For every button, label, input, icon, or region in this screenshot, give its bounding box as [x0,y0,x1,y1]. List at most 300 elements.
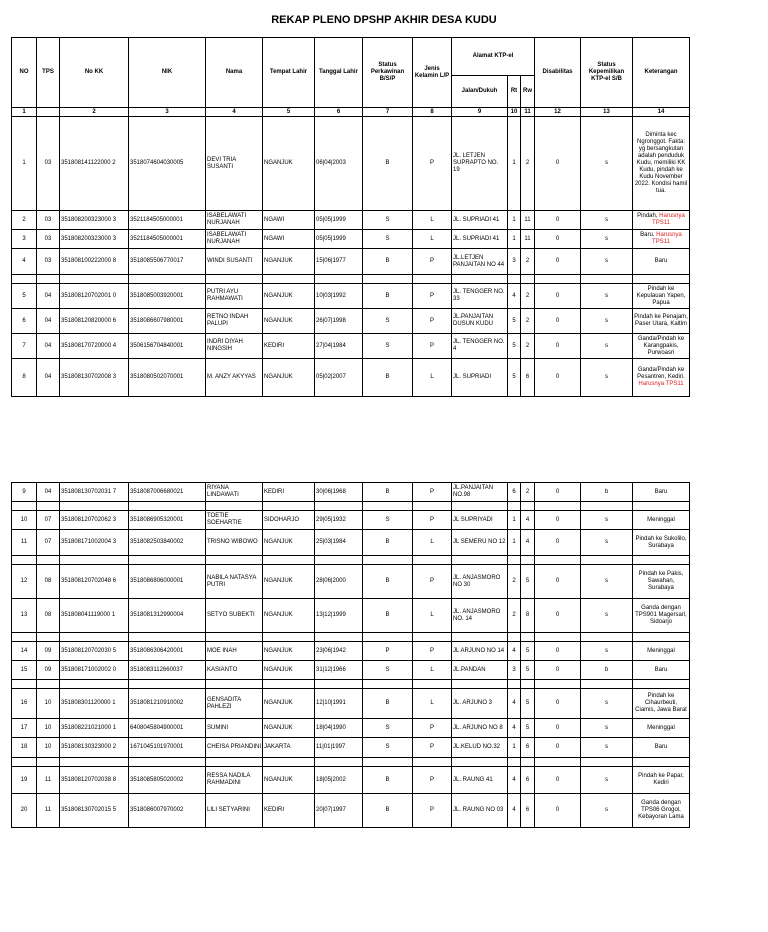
kk-cell: 351808141122000 2 [60,117,129,211]
rw-cell: 2 [521,249,535,275]
kk-cell: 351808171002002 0 [60,661,129,680]
kk-cell: 351808221021000 1 [60,719,129,738]
rt-cell: 4 [508,642,521,661]
remark-text: Pindah ke Sukolilo, Surabaya [635,535,687,549]
remark-text: Baru [654,488,668,495]
header-nik: NIK [129,38,206,108]
rw-cell: 2 [521,334,535,359]
remark-cell [633,719,690,738]
birthplace-cell: NGANJUK [263,661,315,680]
nik-cell: 1671045101970001 [129,738,206,758]
birthplace-cell: KEDIRI [263,483,315,502]
kk-cell: 351808170720000 4 [60,334,129,359]
name-cell: TOETIE SOEHARTIE [206,511,263,530]
kk-cell: 351808120702048 6 [60,565,129,599]
disability-cell: 0 [535,689,581,719]
rw-cell: 2 [521,309,535,334]
row-number: 15 [12,661,37,680]
table-row [12,309,690,334]
nik-cell: 3518087006680021 [129,483,206,502]
table-row [12,599,690,633]
row-number: 5 [12,284,37,309]
tps-cell: 04 [37,309,60,334]
birthplace-cell: NGAWI [263,230,315,249]
remark-text: Meninggal [647,516,675,523]
disability-cell: 0 [535,483,581,502]
nik-cell: 3518082503840002 [129,530,206,556]
table-row [12,511,690,530]
address-cell: JL. RAUNG 41 [452,767,508,794]
marital-status-cell: B [363,117,413,211]
remark-cell [633,794,690,828]
kk-cell: 351808120702030 5 [60,642,129,661]
marital-status-cell: S [363,211,413,230]
rt-cell: 5 [508,334,521,359]
ktp-status-cell: s [581,689,633,719]
rw-cell: 11 [521,211,535,230]
name-cell: RETNO INDAH PALUPI [206,309,263,334]
remark-text: Baru [654,258,668,264]
ktp-status-cell: s [581,719,633,738]
voter-table-part-1 [11,37,690,397]
birthdate-cell: 20|07|1997 [315,794,363,828]
row-number: 11 [12,530,37,556]
marital-status-cell: B [363,599,413,633]
marital-status-cell: B [363,794,413,828]
table-row [12,642,690,661]
remark-cell [633,642,690,661]
nik-cell: 3518086607980001 [129,309,206,334]
rt-cell: 2 [508,565,521,599]
rt-cell: 3 [508,661,521,680]
birthplace-cell: NGANJUK [263,359,315,397]
kk-cell: 351808130323000 2 [60,738,129,758]
gender-cell: L [413,359,452,397]
address-cell: JL. ANJASMORO NO. 14 [452,599,508,633]
address-cell: JL.KELUD NO.32 [452,738,508,758]
row-number: 12 [12,565,37,599]
birthplace-cell: NGAWI [263,211,315,230]
disability-cell: 0 [535,359,581,397]
rt-cell: 1 [508,511,521,530]
marital-status-cell: B [363,359,413,397]
rt-cell: 1 [508,230,521,249]
tps-cell: 03 [37,230,60,249]
rt-cell: 1 [508,530,521,556]
rw-cell: 4 [521,511,535,530]
header-alamat: Alamat KTP-el [452,38,535,76]
birthplace-cell: KEDIRI [263,794,315,828]
tps-cell: 03 [37,117,60,211]
disability-cell: 0 [535,511,581,530]
rw-cell: 11 [521,230,535,249]
remark-text: Ganda dengan TPS901 Magersari, Sidoarjo [635,605,687,625]
birthplace-cell: NGANJUK [263,719,315,738]
tps-cell: 04 [37,284,60,309]
disability-cell: 0 [535,661,581,680]
gender-cell: P [413,719,452,738]
row-number: 13 [12,599,37,633]
birthplace-cell: NGANJUK [263,767,315,794]
tps-cell: 10 [37,719,60,738]
gender-cell: P [413,767,452,794]
remark-text: Diminta kec Ngronggot. Fakta: yg bersangkutan adalah penduduk Kudu, memiliki KK Kudu, pindah ke Kudu November 2022. Kondisi hamil tua. [634,132,688,194]
rw-cell: 6 [521,767,535,794]
kk-cell: 351808301120000 1 [60,689,129,719]
birthplace-cell: NGANJUK [263,599,315,633]
ktp-status-cell: s [581,249,633,275]
gender-cell: P [413,738,452,758]
rt-cell: 4 [508,767,521,794]
disability-cell: 0 [535,642,581,661]
remark-cell [633,334,690,359]
birthdate-cell: 10|03|1992 [315,284,363,309]
marital-status-cell: B [363,530,413,556]
remark-text: Pindah ke Papar, Kediri [638,773,684,786]
birthdate-cell: 05|05|1999 [315,211,363,230]
tps-cell: 10 [37,689,60,719]
tps-cell: 09 [37,642,60,661]
ktp-status-cell: s [581,211,633,230]
kk-cell: 351808120702001 0 [60,284,129,309]
nik-cell: 3518081210910002 [129,689,206,719]
header-jenis-kelamin: Jenis Kelamin L/P [413,38,452,108]
remark-correction: Harusnya TPS11 [652,213,685,226]
header-disabilitas: Disabilitas [535,38,581,108]
remark-cell [633,565,690,599]
kk-cell: 351808171002004 3 [60,530,129,556]
nik-cell: 3518086007970002 [129,794,206,828]
spacer-row [12,633,690,642]
rt-cell: 1 [508,117,521,211]
remark-cell [633,689,690,719]
gender-cell: L [413,661,452,680]
tps-cell: 04 [37,359,60,397]
table-row [12,117,690,211]
tps-cell: 11 [37,794,60,828]
row-number: 14 [12,642,37,661]
table-row [12,483,690,502]
nik-cell: 3518080502070001 [129,359,206,397]
rw-cell: 8 [521,599,535,633]
remark-cell [633,249,690,275]
address-cell: JL SEMERU NO 12 [452,530,508,556]
ktp-status-cell: b [581,661,633,680]
rw-cell: 6 [521,794,535,828]
gender-cell: P [413,284,452,309]
rt-cell: 3 [508,249,521,275]
name-cell: GENSADITA PAHLEZI [206,689,263,719]
disability-cell: 0 [535,599,581,633]
nik-cell: 3518081312990004 [129,599,206,633]
rt-cell: 5 [508,359,521,397]
name-cell: M. ANZY AKYYAS [206,359,263,397]
disability-cell: 0 [535,530,581,556]
table-row [12,661,690,680]
header-keterangan: Keterangan [633,38,690,108]
disability-cell: 0 [535,230,581,249]
remark-text: Pindah ke Penajam, Paser Utara, Kaltim [634,314,688,327]
spacer-row [12,275,690,284]
tps-cell: 03 [37,249,60,275]
remark-cell [633,230,690,249]
remark-text: Ganda/Pindah ke Karangpakis, Purwoasri [637,335,685,356]
kk-cell: 351808041119000 1 [60,599,129,633]
birthplace-cell: NGANJUK [263,309,315,334]
rw-cell: 5 [521,689,535,719]
rt-cell: 5 [508,309,521,334]
ktp-status-cell: s [581,511,633,530]
table-row [12,530,690,556]
ktp-status-cell: s [581,117,633,211]
remark-text: Meninggal [647,724,675,731]
table-row [12,689,690,719]
table-row [12,719,690,738]
gender-cell: P [413,565,452,599]
disability-cell: 0 [535,211,581,230]
rt-cell: 1 [508,738,521,758]
remark-text: Pindah ke Kepulauan Yapen, Papua [636,285,686,306]
name-cell: MOE INAH [206,642,263,661]
ktp-status-cell: s [581,284,633,309]
name-cell: DEVI TRIA SUSANTI [206,117,263,211]
rw-cell: 5 [521,719,535,738]
disability-cell: 0 [535,794,581,828]
remark-cell [633,511,690,530]
birthplace-cell: NGANJUK [263,284,315,309]
header-nama: Nama [206,38,263,108]
birthdate-cell: 30|06|1968 [315,483,363,502]
rw-cell: 2 [521,284,535,309]
tps-cell: 07 [37,530,60,556]
address-cell: JL. ANJASMORO NO 30 [452,565,508,599]
rt-cell: 4 [508,719,521,738]
spacer-row [12,502,690,511]
gender-cell: L [413,689,452,719]
birthdate-cell: 25|03|1984 [315,530,363,556]
voter-table-part-2 [11,482,690,828]
disability-cell: 0 [535,117,581,211]
marital-status-cell: B [363,483,413,502]
birthdate-cell: 29|05|1932 [315,511,363,530]
disability-cell: 0 [535,334,581,359]
name-cell: ISABELAWATI NURJANAH [206,230,263,249]
gender-cell: L [413,211,452,230]
birthdate-cell: 15|06|1977 [315,249,363,275]
marital-status-cell: B [363,767,413,794]
disability-cell: 0 [535,309,581,334]
tps-cell: 09 [37,661,60,680]
birthdate-cell: 18|05|2002 [315,767,363,794]
birthdate-cell: 26|07|1998 [315,309,363,334]
remark-cell [633,117,690,211]
name-cell: SUMINI [206,719,263,738]
birthplace-cell: SIDOHARJO [263,511,315,530]
birthdate-cell: 11|01|1997 [315,738,363,758]
gender-cell: P [413,249,452,275]
rw-cell: 6 [521,738,535,758]
birthdate-cell: 23|06|1942 [315,642,363,661]
rw-cell: 5 [521,565,535,599]
rw-cell: 6 [521,359,535,397]
name-cell: KASIANTO [206,661,263,680]
row-number: 8 [12,359,37,397]
address-cell: JL SUPRIYADI [452,511,508,530]
birthplace-cell: NGANJUK [263,642,315,661]
header-status-perkawinan: Status Perkawinan B/S/P [363,38,413,108]
birthdate-cell: 28|06|2000 [315,565,363,599]
rt-cell: 6 [508,483,521,502]
marital-status-cell: S [363,738,413,758]
table-row [12,738,690,758]
name-cell: INDRI DIYAH NINGSIH [206,334,263,359]
gender-cell: P [413,511,452,530]
birthplace-cell: KEDIRI [263,334,315,359]
tps-cell: 10 [37,738,60,758]
row-number: 17 [12,719,37,738]
address-cell: JL.PANDAN [452,661,508,680]
marital-status-cell: B [363,284,413,309]
header-jalan: Jalan/Dukuh [452,76,508,108]
row-number: 16 [12,689,37,719]
header-tps: TPS [37,38,60,108]
spacer-row [12,556,690,565]
ktp-status-cell: s [581,565,633,599]
marital-status-cell: P [363,642,413,661]
gender-cell: P [413,642,452,661]
kk-cell: 351808200323000 3 [60,230,129,249]
nik-cell: 3518085506770017 [129,249,206,275]
tps-cell: 04 [37,334,60,359]
header-status-kepemilikan: Status Kepemilikan KTP-el S/B [581,38,633,108]
birthdate-cell: 05|05|1999 [315,230,363,249]
name-cell: WINDI SUSANTI [206,249,263,275]
kk-cell: 351808120702062 3 [60,511,129,530]
row-number: 20 [12,794,37,828]
table-row [12,767,690,794]
birthdate-cell: 31|12|1966 [315,661,363,680]
row-number: 3 [12,230,37,249]
ktp-status-cell: s [581,642,633,661]
name-cell: NABILA NATASYA PUTRI [206,565,263,599]
marital-status-cell: S [363,661,413,680]
nik-cell: 3521184505000001 [129,211,206,230]
spacer-row [12,680,690,689]
rw-cell: 5 [521,661,535,680]
rt-cell: 4 [508,284,521,309]
tps-cell: 03 [37,211,60,230]
gender-cell: P [413,309,452,334]
table-row [12,565,690,599]
remark-correction: Harusnya TPS11 [652,232,682,245]
column-number-row: 1 2 3 4 5 6 7 8 9 10 11 12 13 14 [12,108,690,117]
address-cell: JL.LETJEN PANJAITAN NO 44 [452,249,508,275]
remark-text: Ganda dengan TPS06 Grogol, Kebayoran Lama [638,800,684,820]
tps-cell: 08 [37,565,60,599]
marital-status-cell: S [363,230,413,249]
rt-cell: 2 [508,599,521,633]
remark-text: Baru. [640,232,655,238]
table-row [12,334,690,359]
remark-text: Ganda/Pindah ke Pesantren, Kediri. [637,367,685,380]
kk-cell: 351808120702038 8 [60,767,129,794]
marital-status-cell: B [363,689,413,719]
document-title: REKAP PLENO DPSHP AKHIR DESA KUDU [271,14,497,26]
birthdate-cell: 27|04|1984 [315,334,363,359]
ktp-status-cell: b [581,483,633,502]
kk-cell: 351808200323000 3 [60,211,129,230]
birthplace-cell: NGANJUK [263,249,315,275]
table-row [12,249,690,275]
birthdate-cell: 18|04|1990 [315,719,363,738]
name-cell: RESSA NADILA RAHMADINI [206,767,263,794]
rt-cell: 4 [508,794,521,828]
nik-cell: 3518074604030005 [129,117,206,211]
remark-cell [633,738,690,758]
rw-cell: 5 [521,642,535,661]
kk-cell: 351808130702031 7 [60,483,129,502]
address-cell: JL. SUPRIADI [452,359,508,397]
kk-cell: 351808120820000 6 [60,309,129,334]
remark-cell [633,284,690,309]
remark-text: Pindah ke Pakis, Sawahan, Surabaya [638,571,684,591]
row-number: 9 [12,483,37,502]
row-number: 7 [12,334,37,359]
name-cell: RIYANA LINDAWATI [206,483,263,502]
remark-text: Baru [654,666,668,673]
disability-cell: 0 [535,284,581,309]
ktp-status-cell: s [581,334,633,359]
nik-cell: 3518085805020002 [129,767,206,794]
nik-cell: 3518083112660037 [129,661,206,680]
address-cell: JL. SUPRIADI 41 [452,211,508,230]
address-cell: JL. ARJUNO 3 [452,689,508,719]
disability-cell: 0 [535,738,581,758]
table-row [12,211,690,230]
ktp-status-cell: s [581,530,633,556]
ktp-status-cell: s [581,230,633,249]
birthplace-cell: NGANJUK [263,565,315,599]
birthplace-cell: NGANJUK [263,117,315,211]
disability-cell: 0 [535,565,581,599]
ktp-status-cell: s [581,738,633,758]
row-number: 1 [12,117,37,211]
disability-cell: 0 [535,719,581,738]
kk-cell: 351808130702008 3 [60,359,129,397]
kk-cell: 351808130702015 5 [60,794,129,828]
table-row [12,284,690,309]
remark-correction: Harusnya TPS11 [638,381,684,387]
tps-cell: 08 [37,599,60,633]
address-cell: JL. LETJEN SUPRAPTO NO. 19 [452,117,508,211]
birthdate-cell: 13|12|1999 [315,599,363,633]
header-rw: Rw [521,76,535,108]
kk-cell: 351808100222000 8 [60,249,129,275]
rw-cell: 4 [521,530,535,556]
marital-status-cell: S [363,334,413,359]
gender-cell: P [413,483,452,502]
row-number: 6 [12,309,37,334]
address-cell: JL ARJUNO NO 14 [452,642,508,661]
nik-cell: 3506156704840001 [129,334,206,359]
ktp-status-cell: s [581,599,633,633]
remark-text: Meninggal [647,647,675,654]
name-cell: CHEISA PRIANDINI [206,738,263,758]
address-cell: JL. ARJUNO NO 8 [452,719,508,738]
birthplace-cell: NGANJUK [263,689,315,719]
rt-cell: 1 [508,211,521,230]
address-cell: JL.PANJAITAN DUSUN KUDU [452,309,508,334]
